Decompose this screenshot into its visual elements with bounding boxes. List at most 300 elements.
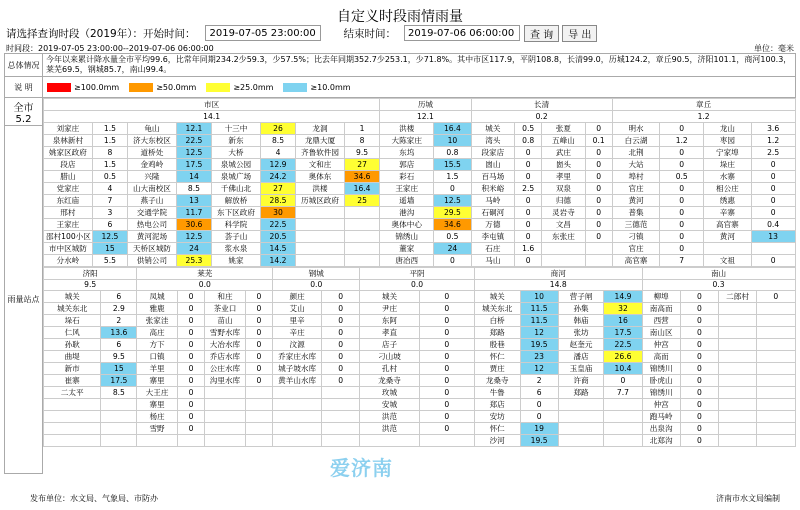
station-name: 玉皇庙	[558, 363, 604, 375]
station-value: 0	[680, 423, 718, 435]
station-name: 怀仁	[474, 351, 520, 363]
station-value: 17.5	[101, 375, 137, 387]
station-name: 龟山	[128, 122, 177, 134]
station-name: 郭店	[380, 158, 434, 170]
station-value: 0	[177, 387, 205, 399]
station-name: 五峰山	[542, 134, 586, 146]
station-name: 二郎村	[718, 291, 756, 303]
station-value: 0	[419, 303, 474, 315]
station-value: 16	[604, 315, 642, 327]
station-value: 0	[680, 387, 718, 399]
station-value: 0	[419, 363, 474, 375]
station-name: 锦绣川	[642, 363, 680, 375]
station-value: 0	[585, 122, 612, 134]
empty-cell	[44, 435, 101, 447]
empty-cell	[101, 423, 137, 435]
station-value: 6	[101, 291, 137, 303]
export-button[interactable]: 导 出	[562, 25, 597, 42]
station-name: 贾庄	[474, 363, 520, 375]
station-name: 韩庙	[558, 315, 604, 327]
stations-label: 雨量站点	[5, 126, 43, 474]
station-value: 0	[177, 423, 205, 435]
station-value	[757, 327, 795, 339]
group-name: 章丘	[612, 99, 795, 111]
station-name: 辛庄	[273, 327, 322, 339]
station-name: 历城区政府	[296, 194, 345, 206]
station-name: 泉林新村	[44, 134, 93, 146]
station-value: 0	[322, 375, 360, 387]
station-name: 孝里	[542, 170, 586, 182]
station-name: 奥体中心	[380, 218, 434, 230]
station-name: 双泉	[542, 182, 586, 194]
station-value: 24	[434, 242, 471, 254]
station-value: 12	[520, 327, 558, 339]
whole-city-value: 5.2	[15, 113, 32, 125]
station-name: 文祖	[704, 254, 752, 266]
station-name	[205, 411, 245, 423]
station-value: 0	[585, 230, 612, 242]
station-value	[604, 435, 642, 447]
station-name: 大冶水库	[205, 339, 245, 351]
station-value: 0.5	[92, 170, 127, 182]
station-value: 0	[177, 375, 205, 387]
station-name: 张坊	[558, 327, 604, 339]
station-name: 里辛	[273, 315, 322, 327]
station-name: 南高而	[642, 303, 680, 315]
station-value: 15	[92, 242, 127, 254]
station-value: 0	[245, 339, 273, 351]
station-value: 0	[751, 158, 795, 170]
station-name: 黄河泥场	[128, 230, 177, 242]
station-name: 宁家埠	[704, 146, 752, 158]
station-value: 8.5	[101, 387, 137, 399]
station-value: 27	[260, 182, 295, 194]
station-value: 1.5	[434, 170, 471, 182]
station-value: 14.2	[260, 254, 295, 266]
station-value: 8	[344, 134, 379, 146]
group-total: 14.8	[474, 279, 642, 291]
station-name: 龙鼎大厦	[296, 134, 345, 146]
station-value: 2	[101, 315, 137, 327]
station-name: 万德	[471, 218, 515, 230]
station-value: 1.2	[660, 134, 704, 146]
station-name: 乔家庄水库	[273, 351, 322, 363]
station-value: 0	[660, 194, 704, 206]
station-name: 热电公司	[128, 218, 177, 230]
station-value: 0	[751, 170, 795, 182]
station-name: 灵岩寺	[542, 206, 586, 218]
station-name: 龙洞	[296, 122, 345, 134]
station-value: 0	[585, 218, 612, 230]
station-value: 12.9	[260, 158, 295, 170]
group-total: 0.0	[137, 279, 273, 291]
station-name: 白云湖	[612, 134, 660, 146]
table-row	[44, 363, 796, 375]
station-value: 0	[245, 375, 273, 387]
station-name: 崔寨	[44, 375, 101, 387]
station-name: 邢村	[44, 206, 93, 218]
legend-text: ≥100.0mm	[74, 82, 120, 92]
station-value: 0	[177, 399, 205, 411]
station-value: 0	[177, 291, 205, 303]
station-name: 济大东校区	[128, 134, 177, 146]
legend-text: ≥25.0mm	[233, 82, 274, 92]
station-value: 0	[660, 146, 704, 158]
station-value: 0	[680, 315, 718, 327]
start-time-input[interactable]	[205, 25, 321, 41]
empty-cell	[273, 435, 322, 447]
station-value: 19	[520, 423, 558, 435]
station-name: 公庄水库	[205, 363, 245, 375]
station-value: 12.5	[434, 194, 471, 206]
station-value: 0	[434, 254, 471, 266]
station-value	[344, 242, 379, 254]
station-value: 8	[92, 146, 127, 158]
station-name: 石庄	[471, 242, 515, 254]
station-value: 34.6	[344, 170, 379, 182]
station-name: 柳埠	[642, 291, 680, 303]
station-value: 22.5	[176, 134, 211, 146]
station-value: 0	[751, 182, 795, 194]
station-value	[245, 411, 273, 423]
station-name: 垛石	[44, 315, 101, 327]
station-name: 玫城	[360, 387, 419, 399]
station-name: 曲堤	[44, 351, 101, 363]
end-time-input[interactable]	[404, 25, 520, 41]
table-row	[44, 303, 796, 315]
empty-cell	[360, 435, 419, 447]
summary-label: 总体情况	[5, 54, 43, 77]
legend-swatch	[47, 83, 71, 92]
station-value: 0	[660, 182, 704, 194]
empty-cell	[322, 399, 360, 411]
station-name: 龙山	[704, 122, 752, 134]
station-value: 0	[680, 291, 718, 303]
station-name: 归德	[542, 194, 586, 206]
station-value: 1.5	[92, 158, 127, 170]
station-value: 29.5	[434, 206, 471, 218]
station-name: 金鸡岭	[128, 158, 177, 170]
station-value: 0	[419, 339, 474, 351]
station-name: 东下区政府	[212, 206, 261, 218]
station-name: 百马场	[471, 170, 515, 182]
station-name	[296, 218, 345, 230]
station-value: 0	[680, 303, 718, 315]
station-name: 城关	[474, 291, 520, 303]
station-name	[558, 423, 604, 435]
station-value: 14.5	[260, 242, 295, 254]
station-name: 马岭	[471, 194, 515, 206]
station-value: 7.7	[604, 387, 642, 399]
period-text: 时间段：2019-07-05 23:00:00--2019-07-06 06:00:00	[6, 44, 214, 53]
station-name: 沙河	[474, 435, 520, 447]
station-name: 凤城	[137, 291, 177, 303]
empty-cell	[273, 399, 322, 411]
station-name: 乔店水库	[205, 351, 245, 363]
station-value	[344, 218, 379, 230]
table-row	[44, 206, 796, 218]
station-value: 0	[322, 363, 360, 375]
table-row	[44, 254, 796, 266]
group-total: 9.5	[44, 279, 137, 291]
station-value: 0	[177, 351, 205, 363]
station-name: 石硐河	[471, 206, 515, 218]
watermark-logo: 爱济南	[330, 456, 393, 480]
station-name: 锦绣山	[380, 230, 434, 242]
station-value: 0	[660, 158, 704, 170]
station-name: 崮山	[471, 158, 515, 170]
empty-cell	[322, 435, 360, 447]
station-value: 0	[680, 339, 718, 351]
legend-item	[47, 83, 119, 92]
station-value: 6	[520, 387, 558, 399]
table-row	[44, 315, 796, 327]
station-value: 0	[245, 327, 273, 339]
station-value: 0	[245, 291, 273, 303]
empty-cell	[322, 387, 360, 399]
station-name: 仲宫	[642, 399, 680, 411]
station-name	[558, 411, 604, 423]
station-value: 0.5	[515, 122, 542, 134]
legend-label: 说 明	[5, 77, 43, 98]
station-value: 11.5	[520, 315, 558, 327]
empty-cell	[245, 435, 273, 447]
start-label: 开始时间：	[142, 27, 196, 40]
station-value: 0	[680, 435, 718, 447]
station-name: 郑店	[474, 399, 520, 411]
table-row	[44, 351, 796, 363]
station-name: 西营	[642, 315, 680, 327]
station-name: 安城	[360, 399, 419, 411]
station-value: 0	[177, 303, 205, 315]
station-name: 黄河	[612, 194, 660, 206]
station-name: 王家庄	[380, 182, 434, 194]
station-name: 汶源	[273, 339, 322, 351]
group-total: 0.0	[273, 279, 360, 291]
station-name	[718, 315, 756, 327]
station-name: 李屯镇	[471, 230, 515, 242]
query-bar	[6, 24, 597, 42]
station-name: 崮头	[542, 158, 586, 170]
station-name: 城关	[44, 291, 101, 303]
legend-item	[206, 83, 273, 92]
station-name: 潘店	[558, 351, 604, 363]
station-name: 相公庄	[704, 182, 752, 194]
station-value: 13	[176, 194, 211, 206]
station-name: 绣惠	[704, 194, 752, 206]
table-row	[44, 146, 796, 158]
station-name: 雪野	[137, 423, 177, 435]
station-value: 0	[245, 351, 273, 363]
station-value: 0	[419, 327, 474, 339]
station-name: 郑路	[558, 387, 604, 399]
station-value: 0.4	[751, 218, 795, 230]
station-name: 赵奎元	[558, 339, 604, 351]
station-name: 羊里	[137, 363, 177, 375]
station-name: 刁镇	[612, 230, 660, 242]
station-value: 4	[260, 146, 295, 158]
station-value: 0.8	[434, 146, 471, 158]
station-value: 19.5	[520, 339, 558, 351]
group-total: 0.3	[642, 279, 795, 291]
station-value: 0	[520, 411, 558, 423]
station-value: 0	[245, 303, 273, 315]
station-value: 0	[322, 303, 360, 315]
station-name: 三德范	[612, 218, 660, 230]
station-name: 官庄	[612, 182, 660, 194]
station-value	[604, 411, 642, 423]
bottom-groups	[43, 267, 796, 448]
legend	[43, 77, 796, 98]
station-name	[205, 423, 245, 435]
station-name	[718, 387, 756, 399]
station-value: 20.5	[260, 230, 295, 242]
station-name: 黄河	[704, 230, 752, 242]
table-row	[44, 423, 796, 435]
group-name: 济阳	[44, 267, 137, 279]
station-name: 垛庄	[704, 158, 752, 170]
station-name: 新东	[212, 134, 261, 146]
station-value: 12.5	[92, 230, 127, 242]
rainfall-table	[4, 53, 796, 474]
station-name	[296, 242, 345, 254]
station-value: 26.6	[604, 351, 642, 363]
table-row	[44, 242, 796, 254]
station-value: 11.7	[176, 206, 211, 218]
station-name: 刁山坡	[360, 351, 419, 363]
station-name	[718, 375, 756, 387]
table-row	[44, 230, 796, 242]
station-value: 0	[177, 315, 205, 327]
station-value: 28.5	[260, 194, 295, 206]
top-groups	[43, 98, 796, 267]
station-name	[718, 339, 756, 351]
station-name: 文昌	[542, 218, 586, 230]
station-value: 0	[515, 194, 542, 206]
station-name: 唐冶西	[380, 254, 434, 266]
empty-cell	[44, 399, 101, 411]
station-value: 0	[660, 242, 704, 254]
station-name: 齐鲁软件园	[296, 146, 345, 158]
station-value: 0	[585, 206, 612, 218]
station-name: 普集	[612, 206, 660, 218]
station-name: 孙集	[558, 303, 604, 315]
station-name: 城子坡水库	[273, 363, 322, 375]
empty-cell	[137, 435, 177, 447]
station-name: 高而	[642, 351, 680, 363]
station-value	[585, 242, 612, 254]
station-value: 0	[515, 206, 542, 218]
station-name: 孙耿	[44, 339, 101, 351]
station-value	[245, 387, 273, 399]
empty-cell	[322, 423, 360, 435]
station-value: 6	[101, 339, 137, 351]
station-value	[757, 351, 795, 363]
station-name: 大王庄	[137, 387, 177, 399]
station-value: 0	[515, 158, 542, 170]
empty-cell	[273, 387, 322, 399]
station-value: 0	[660, 218, 704, 230]
station-name: 黄羊山水库	[273, 375, 322, 387]
station-name: 怀仁	[474, 423, 520, 435]
station-value	[757, 399, 795, 411]
station-value: 10.4	[604, 363, 642, 375]
station-name	[718, 327, 756, 339]
group-name: 历城	[380, 99, 471, 111]
footer	[30, 493, 780, 504]
station-name: 北郑沟	[642, 435, 680, 447]
station-name: 湾头	[471, 134, 515, 146]
station-value: 10	[434, 134, 471, 146]
station-name: 彩石	[380, 170, 434, 182]
group-name: 长清	[471, 99, 612, 111]
table-row	[44, 327, 796, 339]
station-value: 12	[520, 363, 558, 375]
query-button[interactable]: 查 询	[524, 25, 559, 42]
station-value: 0	[322, 339, 360, 351]
station-name: 马山	[471, 254, 515, 266]
station-name: 官庄	[612, 242, 660, 254]
table-row	[44, 411, 796, 423]
table-row	[44, 158, 796, 170]
station-value: 1.6	[515, 242, 542, 254]
station-value	[757, 363, 795, 375]
whole-city-name	[5, 98, 43, 126]
footer-left: 发布单位：水文局、气象局、市防办	[30, 494, 158, 503]
station-value: 0	[680, 399, 718, 411]
station-name	[296, 206, 345, 218]
legend-item	[283, 83, 350, 92]
station-name: 二太平	[44, 387, 101, 399]
station-name: 东红庙	[44, 194, 93, 206]
station-value: 0	[245, 363, 273, 375]
station-value: 0	[680, 411, 718, 423]
whole-city-label: 全市	[13, 102, 34, 114]
station-name: 王家庄	[44, 218, 93, 230]
station-value: 0	[419, 399, 474, 411]
station-value: 0	[419, 411, 474, 423]
station-value: 10	[520, 291, 558, 303]
empty-cell	[205, 435, 245, 447]
station-value: 23	[520, 351, 558, 363]
station-name: 枣园	[704, 134, 752, 146]
station-value: 9.5	[101, 351, 137, 363]
station-name: 奥体东	[296, 170, 345, 182]
station-value: 2.9	[101, 303, 137, 315]
station-name: 姚家	[212, 254, 261, 266]
table-row	[44, 194, 796, 206]
station-name: 明水	[612, 122, 660, 134]
table-row	[44, 170, 796, 182]
station-value: 0.1	[585, 134, 612, 146]
station-value: 2	[520, 375, 558, 387]
station-value: 0	[585, 182, 612, 194]
station-value: 13.6	[101, 327, 137, 339]
station-value: 12.5	[176, 146, 211, 158]
station-value: 24	[176, 242, 211, 254]
station-value: 0	[751, 206, 795, 218]
station-value	[757, 423, 795, 435]
station-value: 24.2	[260, 170, 295, 182]
station-name: 供销公司	[128, 254, 177, 266]
station-name: 和庄	[205, 291, 245, 303]
station-name: 刘家庄	[44, 122, 93, 134]
station-name: 泉城广场	[212, 170, 261, 182]
station-value: 0	[680, 351, 718, 363]
station-value: 19.5	[520, 435, 558, 447]
station-value: 0	[419, 387, 474, 399]
station-value: 0	[585, 146, 612, 158]
